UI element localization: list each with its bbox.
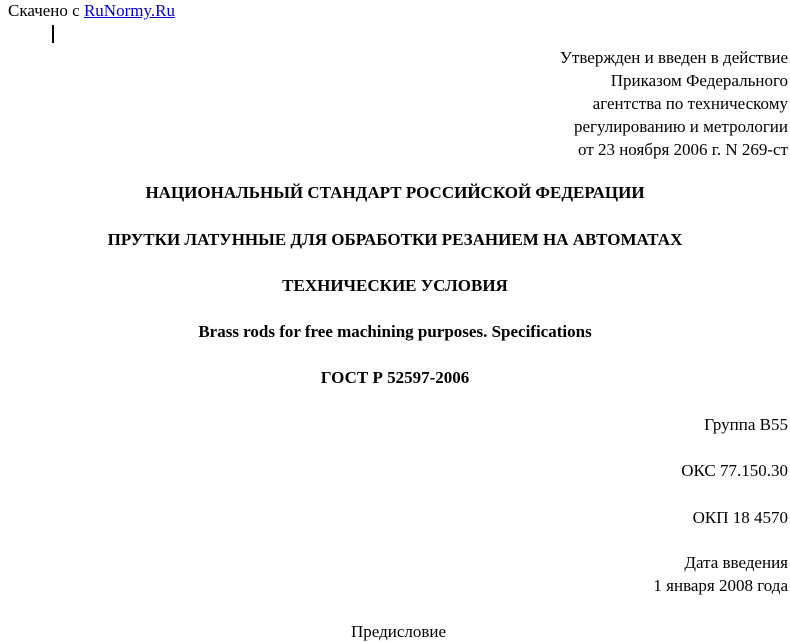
- approval-line: Утвержден и введен в действие: [559, 48, 788, 67]
- runormy-link[interactable]: RuNormy.Ru: [83, 1, 175, 20]
- standard-heading: НАЦИОНАЛЬНЫЙ СТАНДАРТ РОССИЙСКОЙ ФЕДЕРАЦИИ: [145, 183, 645, 202]
- oks-code: ОКС 77.150.30: [681, 461, 788, 480]
- approval-line: от 23 ноября 2006 г. N 269-ст: [578, 140, 788, 159]
- preface-heading: Предисловие: [350, 622, 447, 641]
- introduction-label: Дата введения: [684, 553, 788, 572]
- gost-code: ГОСТ Р 52597-2006: [320, 368, 470, 387]
- download-source-prefix: Скачено с: [8, 1, 84, 20]
- standard-title: ПРУТКИ ЛАТУННЫЕ ДЛЯ ОБРАБОТКИ РЕЗАНИЕМ НА АВТОМАТАХ: [107, 230, 683, 249]
- approval-block: [560, 46, 788, 161]
- approval-line: регулированию и метрологии: [573, 117, 788, 136]
- text-cursor: [52, 25, 54, 43]
- approval-line: Приказом Федерального: [610, 71, 788, 90]
- standard-subtitle: ТЕХНИЧЕСКИЕ УСЛОВИЯ: [282, 276, 508, 295]
- english-title: Brass rods for free machining purposes. Specifications: [198, 322, 592, 341]
- group-label: Группа В55: [704, 415, 788, 434]
- okp-code: ОКП 18 4570: [692, 508, 788, 527]
- approval-line: агентства по техническому: [592, 94, 788, 113]
- introduction-date: 1 января 2008 года: [653, 576, 788, 595]
- download-source-line: [8, 1, 175, 21]
